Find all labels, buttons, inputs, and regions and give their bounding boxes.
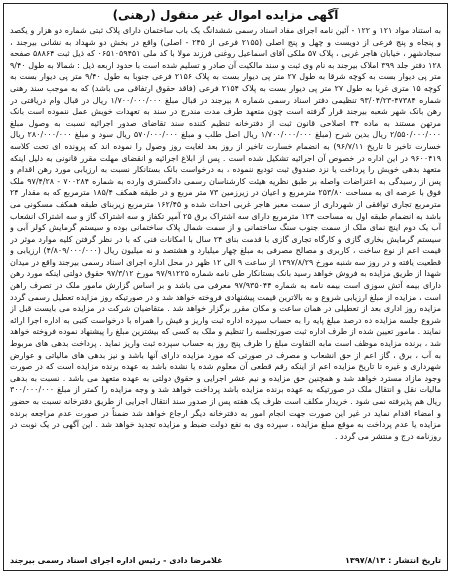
auction-notice: [3, 3, 448, 571]
publication-date-value: ۱۳۹۷/۸/۱۳: [345, 556, 386, 565]
notice-footer: [10, 554, 441, 567]
signature: غلامرضا دادی - رئیس اداره اجرای اسناد رسمی بیرجند: [10, 556, 223, 565]
publication-date: [345, 556, 441, 565]
publication-date-label: تاریخ انتشار :: [388, 556, 441, 565]
notice-title: آگهی مزایده اموال غیر منقول (رهنی): [112, 8, 339, 22]
notice-body: به استناد مواد ۱۲۱ و ۱۲۲ - آئین نامه اجرای مفاد اسناد رسمی ششدانگ یک باب ساختمان دارای پلاک ثبتی شماره دو هزار و یکصد و پنجاه و پنج فرعی از دویست و چهل و پنج اصلی (۲۱۵۵ فرعی از ۲۴۵ - اصلی) واقع در بخش دو شهداد به نشانی بیرجند ، سجادشهر ، خیابان هاجر غربی ، پلاک ۵۷ ملکی آقای اسماعیل روغنی فرزند مولا با کد ملی ۰۶۵۱۰۵۹۴۵۱ که ذیل ثبت ۵۸۸۶۴ صفحه ۱۲۸ دفتر جلد ۳۹۹ املاک بیرجند به نام وی ثبت و سند مالکیت آن صادر و تسلیم شده است با حدود اربعه ذیل : شمالا به طول ۹/۴۰ متر پی دیوار بست به کوچه شرقا به طول ۲۷ متر پی دیوار بست به پلاک ۲۱۵۶ فرعی جنوبا به طول ۹/۴۰ متر پی دیوار بست به کوچه ۱۵ متری غربا به طول ۲۷ متر پی دیوار بست به پلاک ۲۱۵۴ فرعی (فاقد حقوق ارتفاقی می باشد) که به موجب سند رهنی شماره ۴۷۳۸۴-۹۳/۰۴/۲۳ تنظیمی دفتر اسناد رسمی شماره ۸ بیرجند در قبال مبلغ ۱/۷۰۰/۰۰۰/۰۰۰ ریال در قبال وام دریافتی در رهن بانک شهر شعبه بیرجند قرار گرفته است چون متعهد طرف مدت مندرج در سند به تعهدات خویش عمل ننموده است بانک مرتهن مستند به ماده ۳۴ اصلاحی قانون ثبت از دفترخانه تنظیم کننده سند تقاضای صدور اجرائیه نسبت به وصول مبلغ ۲/۵۵۰/۰۰۰/۰۰۰ ریال بدین شرح (مبلغ ۱/۷۰۰/۰۰۰/۰۰۰ ریال اصل طلب و مبلغ ۵۷۰/۰۰۰/۰۰۰ ریال سود و مبلغ ۲۸۰/۰۰۰/۰۰۰ ریال خسارت تاخیر تا تاریخ ۹۶/۷/۱۱) به انضمام خسارت تاخیر از روز بعد لغایت روز وصول را نموده اند که پرونده ای تحت کلاسه ۹۶۰۰۴۱۹ در این اداره در خصوص آن اجرائیه تشکیل شده است . پس از ابلاغ اجرائیه و انقضای مهلت مقرر قانونی به دلیل اینکه متعهد بدهی خویش را پرداخت یا نزد صندوق ثبت تودیع ننموده ، به درخواست بانک بستانکار نسبت به ارزیابی مورد رهن اقدام و پس از رسیدگی به اعتراضات واصله بر طبق نظریه هیئت کارشناسان رسمی دادگستری وارده به شماره ۷۰۰۲۸۴ - ۹۷/۴/۲۸ ملک فوق با عرصه ای به مساحت ۲۵۳/۸۰ مترمربع و اعیان در زیرزمین ۷۳ متر مربع و در طبقه همکف ۱۸۵/۴ مترمربع که به مقدار ۲۴ مترمربع تجاری توافقی از شهرداری از سمت معبر هاجر غربی احداث شده و ۱۶۲/۴۵ مترمربع زیربنای طبقه همکف مسکونی می باشد به انضمام طبقه اول به مساحت ۱۲۴ مترمربع دارای سه اشتراک برق ۲۵ آمپر تکفاز و سه اشتراک گاز و سه اشتراک انشعاب آب یک دوم اینچ نمای ملک از سمت جنوب سنگ ساختمانی و از سمت شمال پلاک ساختمانی بوده و سیستم گرمایش کولر آبی و سیستم گرمایش بخاری گازی و کارگاه تجاری گازی با قدمت بنای ۲۴ سال با امکانات فنی که با در نظر گرفتن کلیه موارد موثر در قیمت اعم از نوع ساخت ، کاربری و مصالح مصرفی به مبلغ چهار میلیارد و هشتصد و نه میلیون ریال (۴/۸۰۹/۰۰۰/۰۰۰) ارزیابی و قطعیت یافته و در روز سه شنبه مورخ ۱۳۹۷/۸/۲۹ از ساعت ۹ الی ۱۲ ظهر در محل اداره اجرای اسناد رسمی بیرجند واقع در میدان شهدا از طریق مزایده به فروش خواهد رسید بانک بستانکار طی نامه شماره ۹۷/۹۱۲۲۵ مورخ ۹۷/۳/۱۲ حقوق دولتی اینکه مورد رهن دارای بیمه آتش سوزی است بیمه نامه به شماره ۹۷/۹۳۵۰۴۴ معرفی می باشد و بر اساس گزارش مامور ملک در تصرف راهن است ، مزایده از مبلغ ارزیابی شروع و به بالاترین قیمت پیشنهادی فروخته خواهد شد و در صورتیکه روز مزایده تعطیل رسمی گردد مزایده روز اداری بعد از تعطیلی در همان ساعت و مکان مقرر برگزار خواهد شد . متقاضیان شرکت در مزایده می بایست قبل از شروع جلسه مزایده ده درصد مبلغ پایه را به حساب سپرده اداره ثبت واریز و فیش را همراه با درخواست کتبی به اداره اجرا ارائه نمایند . مامور تعیین شده از طرف اداره ثبت صورتجلسه را تنظیم و ملک به کسی که بیشترین مبلغ را پیشنهاد نموده فروخته خواهد شد ، برنده مزایده موظف است مابه التفاوت مبلغ را ظرف پنج روز به حساب سپرده ثبت واریز نماید . پرداخت بدهی های مربوط به آب ، برق ، گاز اعم از حق انشعاب و مصرف در صورتی که مورد مزایده دارای آنها باشد و نیز بدهی های مالیاتی و عوارض شهرداری و غیره تا تاریخ مزایده اعم از اینکه رقم قطعی آن معلوم شده یا نشده باشد به عهده برنده مزایده است که در صورت وجود مازاد مسترد خواهد شد و همچنین حق مزایده و نیم عشر اجرایی و حقوق دولتی به عهده متعهد می باشد . نسبت به بدهی مالیات نقل و انتقال ملک در صورتیکه به عهده برنده مزایده باشد پرداخت خواهد شد و وجه مزایده را کمتر از مبلغ ۳۰۰/۰۰۰/۰۰۰ ریال هم پذیرفته نمی شود . خریدار مکلف است ظرف یک هفته پس از صدور سند انتقال اجرایی از طریق دفترخانه نسبت به حضور و امضاء اقدام نماید در غیر این صورت جهت انجام امور به دفترخانه دیگر ارجاع خواهد شد ضمناً در صورت عدم مراجعه برنده مزایده یا عدم پرداخت به موقع مبلغ مزایده ، سپرده وی به نفع دولت ضبط و مزایده تجدید خواهد شد . این آگهی در یک نوبت در روزنامه درج و منتشر می گردد .: [10, 26, 441, 441]
